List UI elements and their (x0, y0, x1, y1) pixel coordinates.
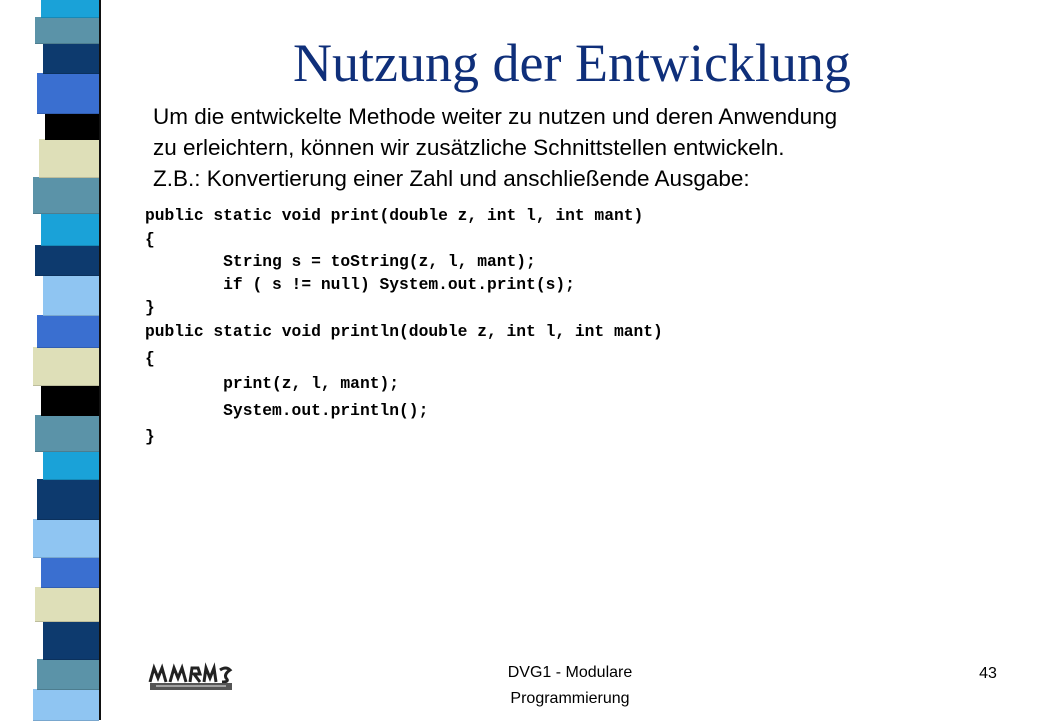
stripe-segment (43, 275, 99, 316)
slide-title: Nutzung der Entwicklung (293, 33, 851, 93)
stripe-segment (35, 587, 99, 622)
code-line: public static void print(double z, int l, int mant) (145, 206, 644, 225)
stripe-segment (33, 689, 99, 721)
code-line: { (145, 230, 155, 249)
stripe-segment (45, 113, 99, 140)
institute-logo-icon (148, 662, 234, 692)
code-line: } (145, 427, 155, 446)
stripe-segment (35, 17, 99, 44)
stripe-segment (35, 415, 99, 452)
intro-line: zu erleichtern, können wir zusätzliche Schnittstellen entwickeln. (153, 135, 785, 160)
stripe-segment (35, 245, 99, 276)
stripe-segment (37, 73, 99, 114)
intro-line: Um die entwickelte Methode weiter zu nutzen und deren Anwendung (153, 104, 838, 129)
intro-line: Z.B.: Konvertierung einer Zahl und anschließende Ausgabe: (153, 166, 750, 191)
stripe-segment (41, 557, 99, 588)
code-line: String s = toString(z, l, mant); (145, 252, 536, 271)
stripe-bar-edge (99, 0, 101, 720)
stripe-segment (43, 43, 99, 74)
footer-course-title (470, 660, 670, 712)
stripe-segment (33, 177, 99, 214)
stripe-segment (37, 315, 99, 348)
code-line: if ( s != null) System.out.print(s); (145, 275, 575, 294)
stripe-segment (43, 451, 99, 480)
code-line: public static void println(double z, int l, int mant) (145, 322, 663, 341)
stripe-segment (41, 385, 99, 416)
code-line: { (145, 349, 155, 368)
decorative-stripe-bar (33, 0, 101, 720)
code-line: } (145, 298, 155, 317)
stripe-segment (37, 479, 99, 520)
page-number: 43 (979, 665, 997, 682)
code-line: print(z, l, mant); (145, 374, 400, 393)
stripe-segment (37, 659, 99, 690)
stripe-segment (39, 139, 99, 178)
footer-course-line: Programmierung (510, 690, 630, 707)
stripe-segment (33, 347, 99, 386)
stripe-segment (33, 519, 99, 558)
intro-text (153, 101, 993, 194)
stripe-segment (41, 213, 99, 246)
footer-course-line: DVG1 - Modulare (507, 664, 633, 681)
stripe-segment (43, 621, 99, 660)
code-line: System.out.println(); (145, 401, 429, 420)
stripe-segment (41, 0, 101, 18)
